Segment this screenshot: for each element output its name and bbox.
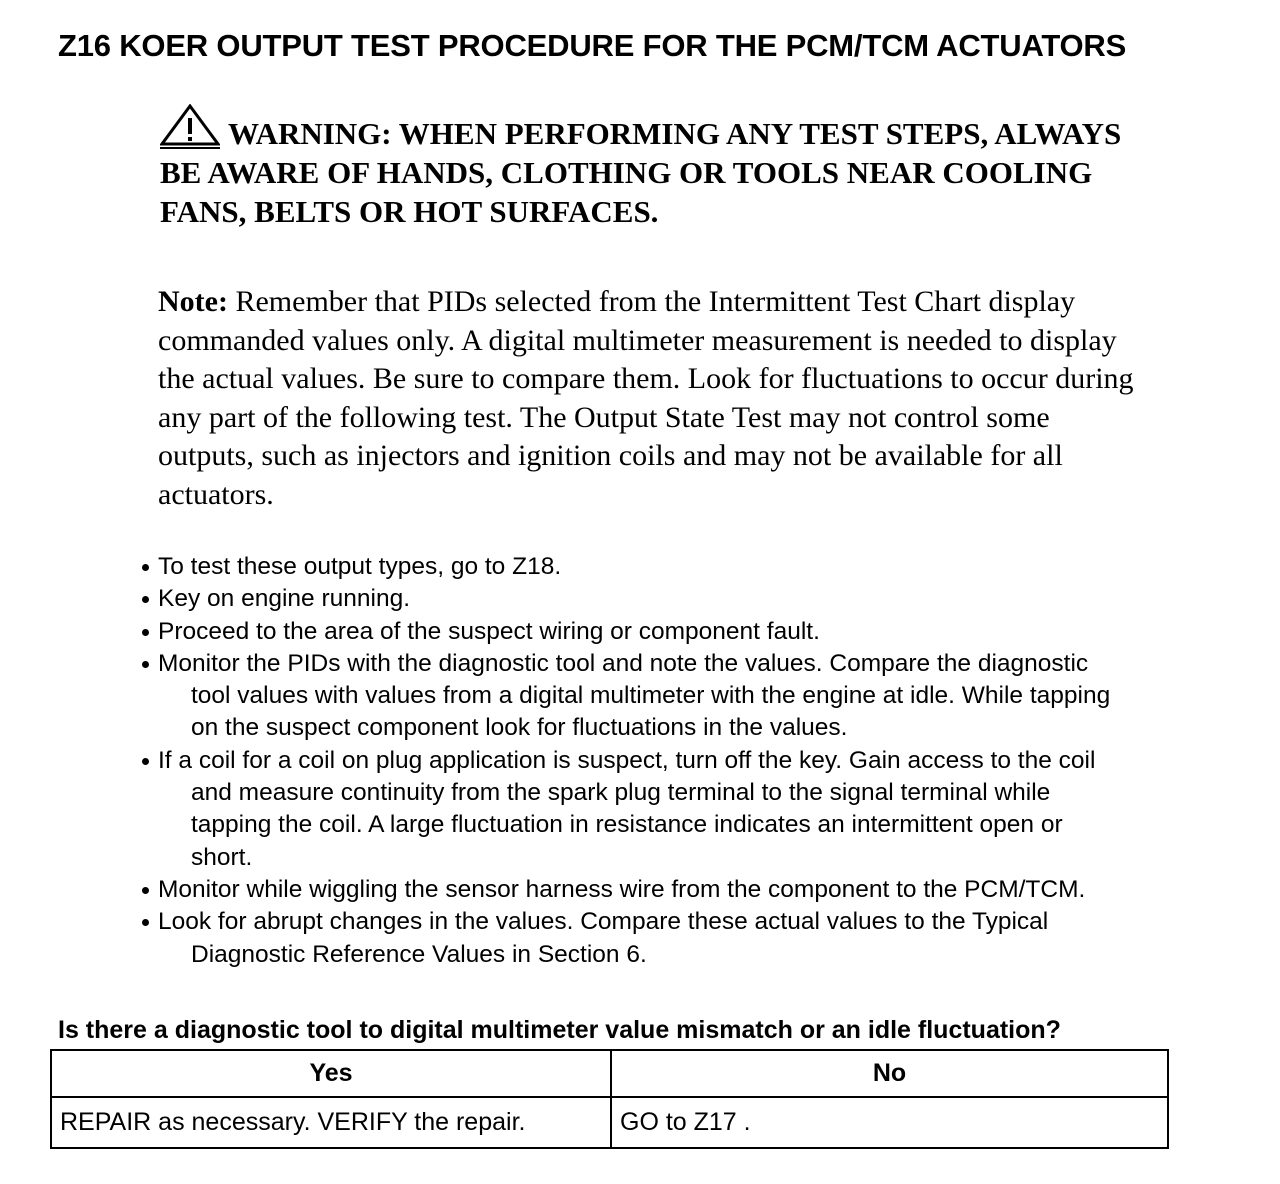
list-item xyxy=(140,616,1260,648)
list-item xyxy=(140,745,1260,874)
note-line: commanded values only. A digital multimeter measurement is needed to display xyxy=(158,323,1117,357)
list-item xyxy=(140,906,1260,971)
warning-text-3: FANS, BELTS OR HOT SURFACES. xyxy=(160,194,659,229)
page-title: Z16 KOER OUTPUT TEST PROCEDURE FOR THE PCM/TCM ACTUATORS xyxy=(58,28,1127,63)
bullet-icon xyxy=(142,596,149,603)
list-item-text: If a coil for a coil on plug application is suspect, turn off the key. Gain access to the coil xyxy=(158,746,1096,774)
note-line: any part of the following test. The Output State Test may not control some xyxy=(158,400,1050,434)
list-item-text: To test these output types, go to Z18. xyxy=(158,553,562,580)
table-row xyxy=(51,1097,1168,1148)
warning-text-1: WARNING: WHEN PERFORMING ANY TEST STEPS, ALWAYS xyxy=(228,116,1122,151)
table-header-row xyxy=(51,1050,1168,1097)
list-item-text: Key on engine running. xyxy=(158,585,410,613)
bullet-icon xyxy=(142,887,149,894)
yes-column-header: Yes xyxy=(51,1050,611,1097)
no-action-cell[interactable]: GO to Z17 . xyxy=(611,1097,1168,1148)
note-line xyxy=(158,283,1258,322)
note-label: Note: xyxy=(158,285,228,318)
bullet-icon xyxy=(142,919,149,926)
list-item-text: on the suspect component look for fluctuations in the values. xyxy=(191,714,848,742)
list-item-text: tool values with values from a digital multimeter with the engine at idle. While tapping xyxy=(191,682,1111,710)
list-item xyxy=(140,874,1260,906)
bullet-icon xyxy=(142,564,149,571)
bullet-icon xyxy=(142,758,149,765)
procedure-steps-list xyxy=(140,551,1260,971)
list-item-text: Monitor while wiggling the sensor harness wire from the component to the PCM/TCM. xyxy=(158,875,1086,903)
no-column-header: No xyxy=(611,1050,1168,1097)
list-item-text: Diagnostic Reference Values in Section 6. xyxy=(191,940,647,968)
list-item-text: Monitor the PIDs with the diagnostic tool and note the values. Compare the diagnostic xyxy=(158,649,1089,677)
warning-block xyxy=(160,104,1240,231)
decision-table xyxy=(50,1049,1169,1149)
list-item-text: Proceed to the area of the suspect wiring or component fault. xyxy=(158,617,820,645)
yes-action-cell: REPAIR as necessary. VERIFY the repair. xyxy=(51,1097,611,1148)
bullet-icon xyxy=(142,629,149,636)
list-item-text: short. xyxy=(191,843,253,871)
note-text: Remember that PIDs selected from the Intermittent Test Chart display xyxy=(235,285,1076,318)
decision-question: Is there a diagnostic tool to digital multimeter value mismatch or an idle fluctuation? xyxy=(58,1016,1061,1044)
note-block xyxy=(158,283,1258,514)
list-item-text: Look for abrupt changes in the values. Compare these actual values to the Typical xyxy=(158,908,1049,936)
note-line: outputs, such as injectors and ignition coils and may not be available for all xyxy=(158,439,1063,472)
note-line: actuators. xyxy=(158,477,274,511)
note-line: the actual values. Be sure to compare them. Look for fluctuations to occur during xyxy=(158,362,1134,395)
list-item-text: and measure continuity from the spark plug terminal to the signal terminal while xyxy=(191,779,1051,807)
list-item xyxy=(140,551,1260,583)
bullet-icon xyxy=(142,661,149,668)
list-item xyxy=(140,648,1260,745)
warning-triangle-icon xyxy=(160,104,220,150)
warning-line xyxy=(160,104,1240,153)
list-item xyxy=(140,583,1260,615)
list-item-text: tapping the coil. A large fluctuation in resistance indicates an intermittent open or xyxy=(191,811,1063,839)
warning-text-2: BE AWARE OF HANDS, CLOTHING OR TOOLS NEAR COOLING xyxy=(160,155,1093,190)
